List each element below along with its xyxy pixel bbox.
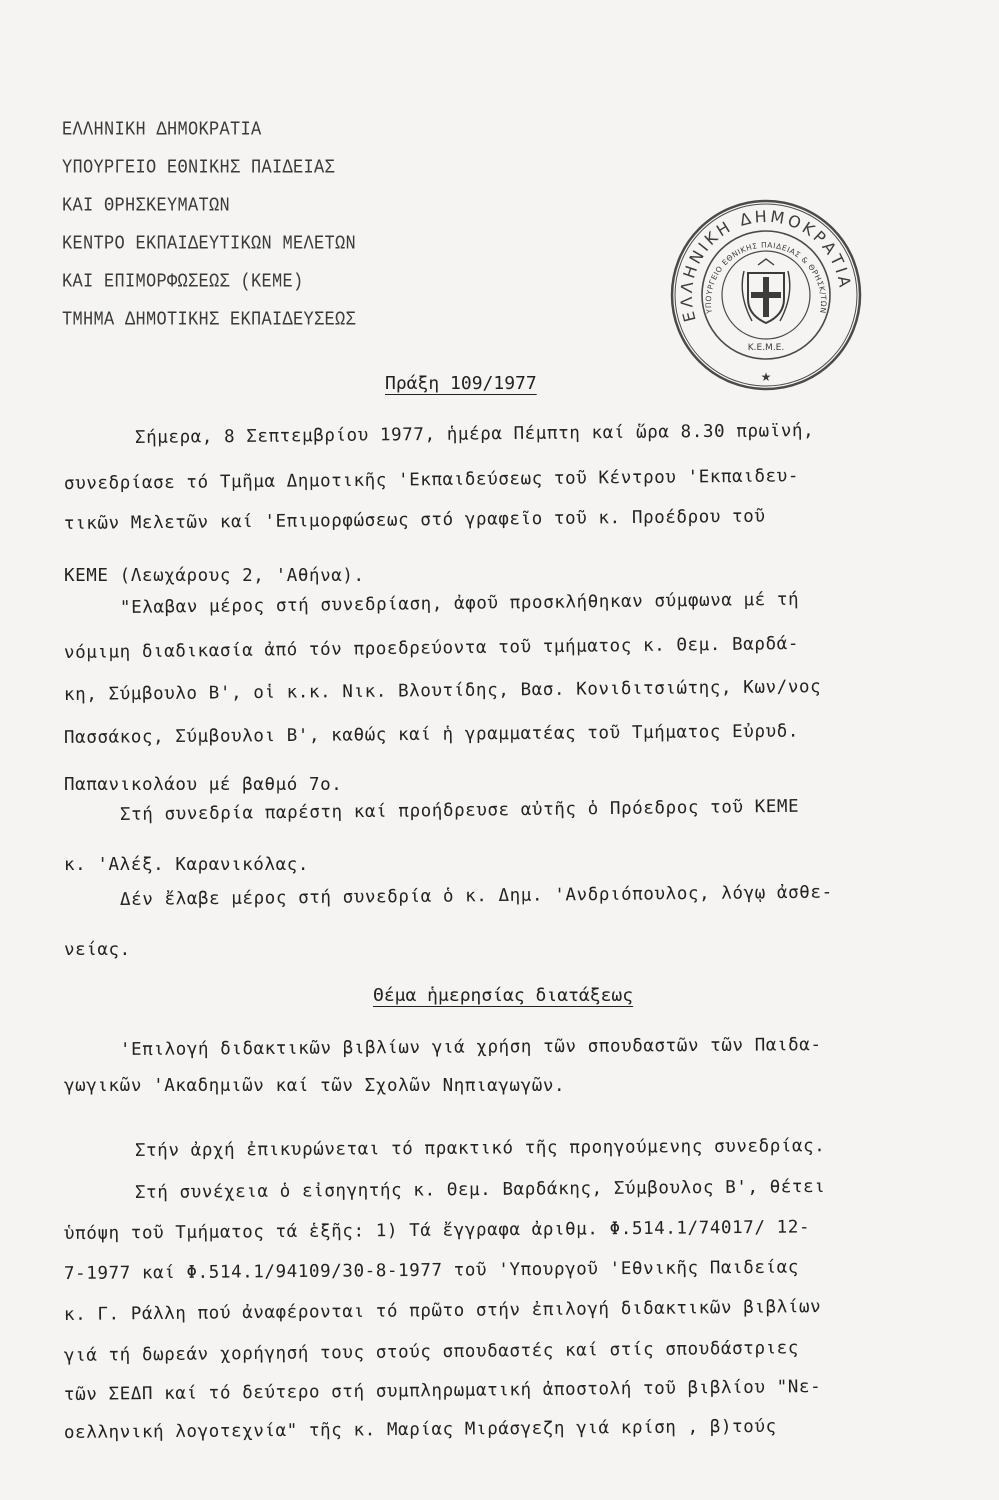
- body-line: Πασσάκος, Σύμβουλοι Β', καθώς καί ἡ γραμματέας τοῦ Τμήματος Εὐρυδ.: [63, 721, 800, 748]
- body-line: τῶν ΣΕΔΠ καί τό δεύτερο στή συμπληρωματική ἀποστολή τοῦ βιβλίου "Νε-: [63, 1377, 822, 1405]
- body-line: "Ελαβαν μέρος στή συνεδρίαση, ἀφοῦ προσκλήθηκαν σύμφωνα μέ τή: [119, 589, 800, 618]
- body-line: κ. Γ. Ράλλη πού ἀναφέρονται τό πρῶτο στήν ἐπιλογή διδακτικῶν βιβλίων: [63, 1297, 822, 1325]
- act-title: Πράξη 109/1977: [385, 373, 537, 394]
- body-line: Παπανικολάου μέ βαθμό 7ο.: [64, 775, 343, 795]
- body-line: γιά τή δωρεάν χορήγησή τους στούς σπουδαστές καί στίς σπουδάστριες: [63, 1338, 800, 1366]
- body-line: οελληνική λογοτεχνία" τῆς κ. Μαρίας Μιράσγεζη γιά κρίση , β)τούς: [63, 1416, 777, 1443]
- seal-outer-text-path: ΕΛΛΗΝΙΚΗ ΔΗΜΟΚΡΑΤΙΑ: [676, 206, 855, 324]
- body-line: Δέν ἔλαβε μέρος στή συνεδρία ὁ κ. Δημ. 'Ανδριόπουλος, λόγῳ ἀσθε-: [119, 882, 833, 910]
- body-line: συνεδρίασε τό Τμῆμα Δημοτικῆς 'Εκπαιδεύσεως τοῦ Κέντρου 'Εκπαιδευ-: [63, 466, 800, 494]
- agenda-line: 'Επιλογή διδακτικῶν βιβλίων γιά χρήση τῶν σπουδαστῶν τῶν Παιδα-: [119, 1035, 822, 1060]
- agenda-title: Θέμα ἡμερησίας διατάξεως: [373, 985, 634, 1006]
- body-line: Στή συνεδρία παρέστη καί προήδρευσε αὐτῆς ὁ Πρόεδρος τοῦ ΚΕΜΕ: [119, 796, 800, 825]
- letterhead: [62, 112, 482, 340]
- letterhead-line: ΤΜΗΜΑ ΔΗΜΟΤΙΚΗΣ ΕΚΠΑΙΔΕΥΣΕΩΣ: [62, 309, 357, 332]
- body-line: τικῶν Μελετῶν καί 'Επιμορφώσεως στό γραφεῖο τοῦ κ. Προέδρου τοῦ: [63, 506, 766, 534]
- letterhead-line: ΚΑΙ ΕΠΙΜΟΡΦΩΣΕΩΣ (ΚΕΜΕ): [62, 271, 304, 294]
- body-line: νόμιμη διαδικασία ἀπό τόν προεδρεύοντα τοῦ τμήματος κ. Θεμ. Βαρδά-: [63, 634, 800, 663]
- body-line: ΚΕΜΕ (Λεωχάρους 2, 'Αθήνα).: [64, 566, 365, 586]
- letterhead-line: ΚΑΙ ΘΡΗΣΚΕΥΜΑΤΩΝ: [62, 195, 231, 218]
- body-line: κη, Σύμβουλο Β', οἱ κ.κ. Νικ. Βλουτίδης, Βασ. Κονιδιτσιώτης, Κων/νος: [63, 677, 822, 705]
- body-line: Στή συνέχεια ὁ εἰσηγητής κ. Θεμ. Βαρδάκης, Σύμβουλος Β', θέτει: [134, 1176, 826, 1203]
- letterhead-line: ΚΕΝΤΡΟ ΕΚΠΑΙΔΕΥΤΙΚΩΝ ΜΕΛΕΤΩΝ: [62, 233, 357, 256]
- seal-star-icon: ★: [760, 370, 772, 384]
- letterhead-line: ΕΛΛΗΝΙΚΗ ΔΗΜΟΚΡΑΤΙΑ: [62, 119, 262, 142]
- official-seal-stamp: [666, 195, 866, 395]
- letterhead-line: ΥΠΟΥΡΓΕΙΟ ΕΘΝΙΚΗΣ ΠΑΙΔΕΙΑΣ: [62, 157, 336, 180]
- agenda-line: γωγικῶν 'Ακαδημιῶν καί τῶν Σχολῶν Νηπιαγωγῶν.: [64, 1076, 566, 1096]
- seal-bottom-text: Κ.Ε.Μ.Ε.: [747, 343, 785, 353]
- seal-inner-text-path: ΥΠΟΥΡΓΕΙΟ ΕΘΝΙΚΗΣ ΠΑΙΔΕΙΑΣ & ΘΡΗΣΚ/ΤΩΝ: [703, 240, 829, 315]
- body-line: Σήμερα, 8 Σεπτεμβρίου 1977, ἡμέρα Πέμπτη καί ὥρα 8.30 πρωϊνή,: [134, 420, 815, 448]
- body-line: 7-1977 καί Φ.514.1/94109/30-8-1977 τοῦ 'Υπουργοῦ 'Εθνικῆς Παιδείας: [63, 1257, 800, 1284]
- body-line: κ. 'Αλέξ. Καρανικόλας.: [64, 855, 309, 875]
- body-line: νείας.: [64, 940, 131, 960]
- coat-of-arms-icon: [742, 259, 790, 323]
- body-line: ὑπόψη τοῦ Τμήματος τά ἑξῆς: 1) Τά ἔγγραφα ἀριθμ. Φ.514.1/74017/ 12-: [63, 1217, 811, 1244]
- body-line: Στήν ἀρχή ἐπικυρώνεται τό πρακτικό τῆς προηγούμενης συνεδρίας.: [134, 1136, 826, 1161]
